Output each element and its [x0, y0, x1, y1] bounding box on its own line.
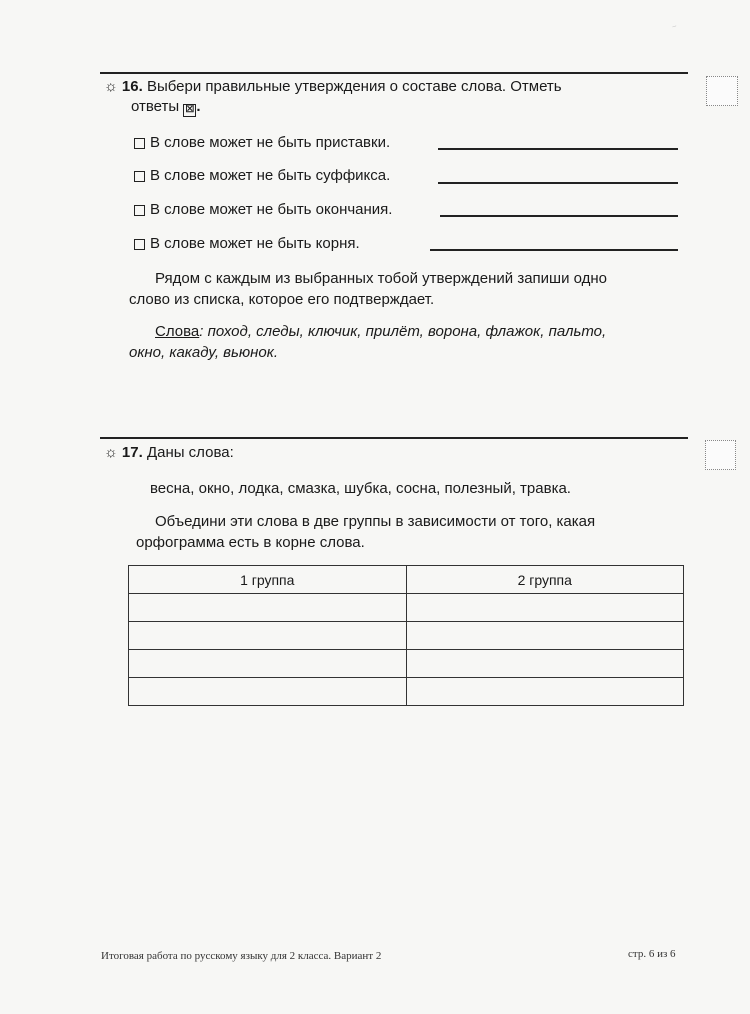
footer-page-number: стр. 6 из 6 [628, 948, 676, 960]
checkbox-icon[interactable] [134, 205, 145, 216]
group-1-header: 1 группа [129, 566, 407, 594]
group-2-cell[interactable] [406, 678, 684, 706]
q16-title: Выбери правильные утверждения о составе слова. Отметь [146, 78, 562, 95]
group-1-cell[interactable] [129, 622, 407, 650]
checked-box-icon: ☒ [183, 104, 196, 117]
group-2-cell[interactable] [406, 622, 684, 650]
q17-top-rule [100, 437, 688, 439]
q17-number: 17. [121, 444, 143, 461]
group-2-cell[interactable] [406, 594, 684, 622]
q16-option-2[interactable] [134, 167, 390, 185]
q16-words-list-2: окно, какаду, вьюнок. [129, 344, 279, 361]
q16-option-1-label: В слове может не быть приставки. [150, 134, 391, 151]
q16-score-box [706, 76, 738, 106]
group-2-header: 2 группа [406, 566, 684, 594]
q17-instruction-1: Объедини эти слова в две группы в зависимости от того, какая [155, 513, 596, 530]
footer-title: Итоговая работа по русскому языку для 2 класса. Вариант 2 [101, 950, 382, 962]
table-row [129, 622, 684, 650]
sun-icon: ☼ [104, 444, 118, 461]
sun-icon: ☼ [104, 78, 118, 95]
q17-words: весна, окно, лодка, смазка, шубка, сосна, полезный, травка. [150, 480, 571, 497]
group-1-cell[interactable] [129, 678, 407, 706]
q16-words-line-1 [155, 321, 606, 342]
q16-number: 16. [121, 78, 143, 95]
table-row [129, 594, 684, 622]
q16-heading [104, 77, 692, 97]
q17-score-box [705, 440, 736, 470]
q16-period: . [196, 98, 201, 115]
q17-heading [104, 443, 234, 463]
q17-instruction-2: орфограмма есть в корне слова. [136, 534, 365, 551]
q16-words-label: Слова [155, 323, 200, 340]
group-1-cell[interactable] [129, 594, 407, 622]
checkbox-icon[interactable] [134, 239, 145, 250]
checkbox-icon[interactable] [134, 138, 145, 149]
q16-heading-line2 [131, 97, 201, 117]
group-2-cell[interactable] [406, 650, 684, 678]
q17-groups-table [128, 565, 684, 706]
table-row [129, 650, 684, 678]
q17-title: Даны слова: [146, 444, 234, 461]
q16-option-4-label: В слове может не быть корня. [150, 235, 360, 252]
q16-title-line2: ответы [131, 98, 180, 115]
q16-option-3[interactable] [134, 201, 392, 219]
q16-option-4[interactable] [134, 235, 360, 253]
q16-option-2-label: В слове может не быть суффикса. [150, 167, 391, 184]
group-1-cell[interactable] [129, 650, 407, 678]
table-header-row [129, 566, 684, 594]
table-row [129, 678, 684, 706]
checkbox-icon[interactable] [134, 171, 145, 182]
q16-answer-line-2[interactable] [438, 182, 678, 184]
q16-instruction-2: слово из списка, которое его подтверждает. [129, 291, 435, 308]
q16-answer-line-4[interactable] [430, 249, 678, 251]
q16-answer-line-1[interactable] [438, 148, 678, 150]
corner-mark: ~ [670, 21, 679, 32]
q16-option-3-label: В слове может не быть окончания. [150, 201, 393, 218]
q16-instruction-1: Рядом с каждым из выбранных тобой утверждений запиши одно [155, 270, 608, 287]
q16-words-list-1: : поход, следы, ключик, прилёт, ворона, флажок, пальто, [199, 323, 607, 340]
q16-answer-line-3[interactable] [440, 215, 678, 217]
q16-top-rule [100, 72, 688, 74]
q16-option-1[interactable] [134, 134, 390, 152]
